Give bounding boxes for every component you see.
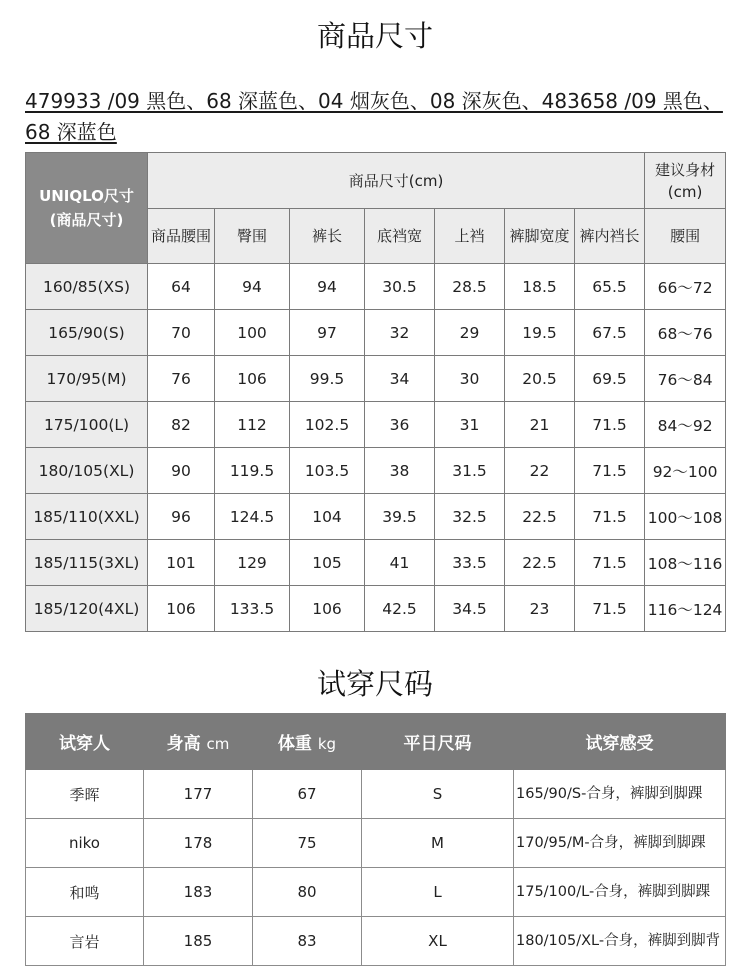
size-value-cell: 30 [435,356,505,402]
size-value-cell: 67.5 [575,310,645,356]
tryon-row [26,868,726,917]
size-value-cell: 30.5 [365,264,435,310]
size-value-cell: 90 [148,448,215,494]
size-value-cell: 133.5 [215,586,290,632]
size-value-cell: 76 [148,356,215,402]
size-value-cell: 106 [290,586,365,632]
size-row [26,494,726,540]
tryon-column-header [362,714,514,770]
tryon-feel-cell: 165/90/S-合身，裤脚到脚踝 [514,770,726,819]
size-column-header: 上裆 [435,209,505,264]
product-size-header: 商品尺寸(cm) [148,153,645,209]
size-value-cell: 84～92 [645,402,726,448]
size-label-cell: 175/100(L) [26,402,148,448]
size-value-cell: 66～72 [645,264,726,310]
recommend-unit: (cm) [667,182,703,201]
brand-size-label: UNIQLO尺寸 [39,187,134,205]
size-value-cell: 69.5 [575,356,645,402]
size-row [26,448,726,494]
tryon-value-cell: 80 [253,868,362,917]
size-value-cell: 108～116 [645,540,726,586]
size-value-cell: 71.5 [575,402,645,448]
size-value-cell: 82 [148,402,215,448]
size-value-cell: 31 [435,402,505,448]
tryon-value-cell: XL [362,917,514,966]
size-value-cell: 64 [148,264,215,310]
size-label-cell: 185/115(3XL) [26,540,148,586]
size-value-cell: 103.5 [290,448,365,494]
tryon-value-cell: 和鸣 [26,868,144,917]
size-label-cell: 180/105(XL) [26,448,148,494]
size-value-cell: 39.5 [365,494,435,540]
recommend-label: 建议身材 [655,160,716,179]
size-value-cell: 19.5 [505,310,575,356]
brand-size-sublabel: (商品尺寸) [49,211,124,229]
size-value-cell: 76～84 [645,356,726,402]
size-value-cell: 106 [148,586,215,632]
size-value-cell: 42.5 [365,586,435,632]
tryon-value-cell: 185 [144,917,253,966]
size-value-cell: 97 [290,310,365,356]
tryon-value-cell: 83 [253,917,362,966]
size-value-cell: 68～76 [645,310,726,356]
size-label-cell: 165/90(S) [26,310,148,356]
size-value-cell: 34.5 [435,586,505,632]
tryon-row [26,917,726,966]
tryon-column-header [514,714,726,770]
tryon-header-label: 试穿感受 [585,734,654,754]
tryon-header-label: 身高 [166,734,201,754]
size-value-cell: 94 [215,264,290,310]
size-value-cell: 38 [365,448,435,494]
size-value-cell: 119.5 [215,448,290,494]
tryon-title: 试穿尺码 [316,667,433,701]
product-codes-link[interactable]: 479933 /09 黑色、68 深蓝色、04 烟灰色、08 深灰色、483658 /09 黑色、68 深蓝色 [25,89,723,144]
size-value-cell: 18.5 [505,264,575,310]
size-value-cell: 99.5 [290,356,365,402]
size-value-cell: 101 [148,540,215,586]
tryon-value-cell: L [362,868,514,917]
size-value-cell: 28.5 [435,264,505,310]
recommend-header [645,153,726,209]
size-value-cell: 22 [505,448,575,494]
tryon-column-header [253,714,362,770]
size-value-cell: 92～100 [645,448,726,494]
tryon-header-unit: kg [317,735,337,753]
tryon-column-header [144,714,253,770]
tryon-row [26,770,726,819]
tryon-feel-cell: 170/95/M-合身，裤脚到脚踝 [514,819,726,868]
tryon-value-cell: 75 [253,819,362,868]
size-value-cell: 31.5 [435,448,505,494]
size-value-cell: 22.5 [505,494,575,540]
size-label-cell: 160/85(XS) [26,264,148,310]
size-value-cell: 71.5 [575,494,645,540]
size-value-cell: 70 [148,310,215,356]
size-value-cell: 71.5 [575,586,645,632]
size-value-cell: 129 [215,540,290,586]
size-value-cell: 65.5 [575,264,645,310]
tryon-value-cell: 67 [253,770,362,819]
size-value-cell: 71.5 [575,448,645,494]
tryon-header-unit: cm [206,735,230,753]
size-value-cell: 32 [365,310,435,356]
size-value-cell: 116～124 [645,586,726,632]
size-value-cell: 32.5 [435,494,505,540]
size-column-header: 裤脚宽度 [505,209,575,264]
size-value-cell: 71.5 [575,540,645,586]
tryon-value-cell: S [362,770,514,819]
size-row [26,402,726,448]
size-label-cell: 185/110(XXL) [26,494,148,540]
size-column-header: 裤内裆长 [575,209,645,264]
size-value-cell: 100～108 [645,494,726,540]
size-column-header: 裤长 [290,209,365,264]
size-value-cell: 20.5 [505,356,575,402]
size-value-cell: 106 [215,356,290,402]
size-row [26,356,726,402]
size-label-cell: 185/120(4XL) [26,586,148,632]
brand-size-header [26,153,148,264]
tryon-header-label: 平日尺码 [403,734,472,754]
size-value-cell: 34 [365,356,435,402]
tryon-header-label: 体重 [277,734,312,754]
page-title: 商品尺寸 [316,19,433,53]
tryon-value-cell: 季晖 [26,770,144,819]
size-value-cell: 94 [290,264,365,310]
size-value-cell: 22.5 [505,540,575,586]
size-value-cell: 124.5 [215,494,290,540]
size-value-cell: 102.5 [290,402,365,448]
size-row [26,264,726,310]
size-value-cell: 105 [290,540,365,586]
size-value-cell: 112 [215,402,290,448]
size-value-cell: 33.5 [435,540,505,586]
size-value-cell: 29 [435,310,505,356]
size-value-cell: 100 [215,310,290,356]
tryon-value-cell: 183 [144,868,253,917]
size-row [26,540,726,586]
tryon-value-cell: niko [26,819,144,868]
size-value-cell: 21 [505,402,575,448]
size-column-header: 底裆宽 [365,209,435,264]
tryon-feel-cell: 180/105/XL-合身，裤脚到脚背 [514,917,726,966]
tryon-feel-cell: 175/100/L-合身，裤脚到脚踝 [514,868,726,917]
size-column-header: 商品腰围 [148,209,215,264]
tryon-header-label: 试穿人 [59,734,110,754]
tryon-value-cell: 177 [144,770,253,819]
size-value-cell: 36 [365,402,435,448]
tryon-value-cell: M [362,819,514,868]
size-row [26,310,726,356]
size-label-cell: 170/95(M) [26,356,148,402]
tryon-value-cell: 178 [144,819,253,868]
size-value-cell: 104 [290,494,365,540]
tryon-table [25,713,726,966]
size-column-header: 臀围 [215,209,290,264]
size-value-cell: 96 [148,494,215,540]
size-column-header: 腰围 [645,209,726,264]
size-table [25,152,726,632]
size-row [26,586,726,632]
tryon-row [26,819,726,868]
size-value-cell: 23 [505,586,575,632]
size-value-cell: 41 [365,540,435,586]
tryon-value-cell: 言岩 [26,917,144,966]
tryon-column-header [26,714,144,770]
